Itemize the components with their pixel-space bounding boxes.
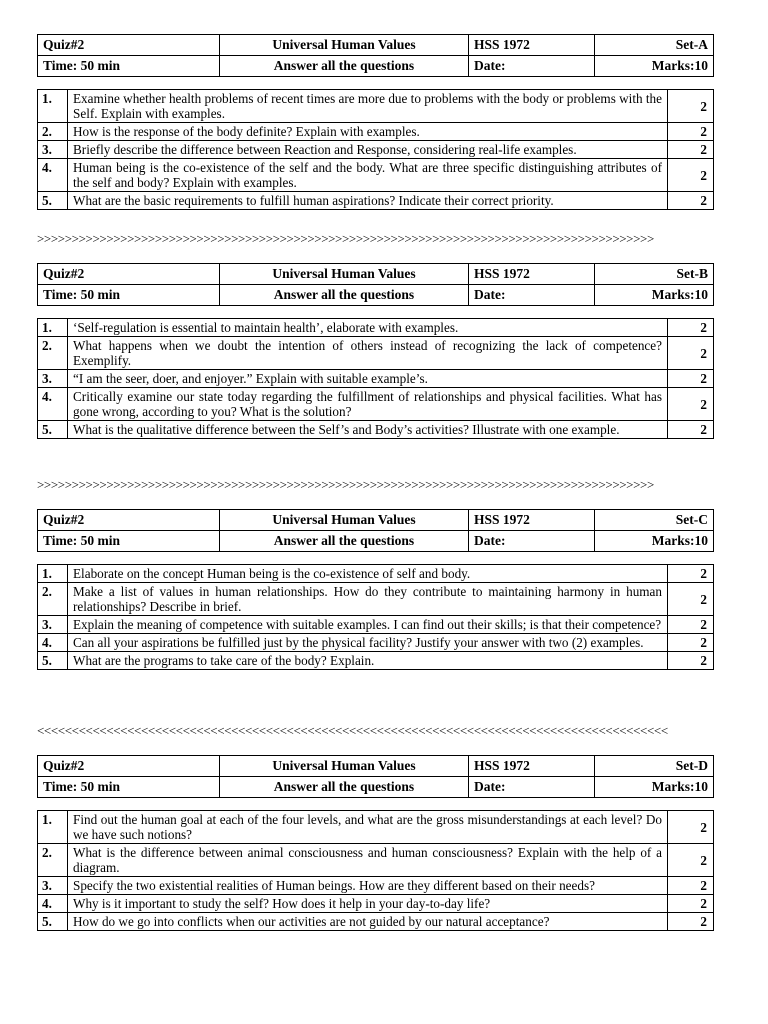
- question-marks: 2: [668, 844, 714, 877]
- question-marks: 2: [668, 319, 714, 337]
- quiz-header-table: [37, 509, 714, 552]
- time-limit: Time: 50 min: [38, 56, 220, 77]
- question-text: ‘Self-regulation is essential to maintain health’, elaborate with examples.: [68, 319, 668, 337]
- question-text: How do we go into conflicts when our activities are not guided by our natural acceptance?: [68, 913, 668, 931]
- date-field: Date:: [469, 56, 595, 77]
- question-row: [38, 123, 714, 141]
- question-text: Make a list of values in human relationships. How do they contribute to maintaining harmony in human relationships? Describe in brief.: [68, 583, 668, 616]
- question-text: Why is it important to study the self? How does it help in your day-to-day life?: [68, 895, 668, 913]
- question-row: [38, 370, 714, 388]
- question-number: 1.: [38, 319, 68, 337]
- question-text: Explain the meaning of competence with suitable examples. I can find out their skills; is that their competence?: [68, 616, 668, 634]
- total-marks: Marks:10: [595, 531, 714, 552]
- question-marks: 2: [668, 141, 714, 159]
- question-row: [38, 583, 714, 616]
- question-number: 4.: [38, 634, 68, 652]
- instruction: Answer all the questions: [220, 56, 469, 77]
- quiz-header-table: [37, 263, 714, 306]
- question-number: 5.: [38, 192, 68, 210]
- question-table: [37, 89, 714, 210]
- question-text: Briefly describe the difference between Reaction and Response, considering real-life examples.: [68, 141, 668, 159]
- section-separator: <<<<<<<<<<<<<<<<<<<<<<<<<<<<<<<<<<<<<<<<<<<<<<<<<<<<<<<<<<<<<<<<<<<<<<<<<<<<<<<<<<<<<<<<<<<: [37, 724, 668, 738]
- time-limit: Time: 50 min: [38, 285, 220, 306]
- question-text: What are the programs to take care of the body? Explain.: [68, 652, 668, 670]
- course-title: Universal Human Values: [220, 756, 469, 777]
- question-table: [37, 564, 714, 670]
- set-label: Set-D: [595, 756, 714, 777]
- question-number: 1.: [38, 811, 68, 844]
- course-code: HSS 1972: [469, 35, 595, 56]
- question-marks: 2: [668, 388, 714, 421]
- question-number: 5.: [38, 913, 68, 931]
- question-row: [38, 192, 714, 210]
- question-row: [38, 159, 714, 192]
- course-title: Universal Human Values: [220, 510, 469, 531]
- question-text: Critically examine our state today regarding the fulfillment of relationships and physical facilities. What has gone wrong, according to you? What is the solution?: [68, 388, 668, 421]
- question-row: [38, 634, 714, 652]
- question-text: What is the difference between animal consciousness and human consciousness? Explain with the help of a diagram.: [68, 844, 668, 877]
- total-marks: Marks:10: [595, 285, 714, 306]
- question-marks: 2: [668, 370, 714, 388]
- question-text: Specify the two existential realities of Human beings. How are they different based on their needs?: [68, 877, 668, 895]
- question-marks: 2: [668, 913, 714, 931]
- question-row: [38, 337, 714, 370]
- quiz-number: Quiz#2: [38, 35, 220, 56]
- question-text: Human being is the co-existence of the self and the body. What are three specific distinguishing attributes of the self and body? Explain with examples.: [68, 159, 668, 192]
- question-table: [37, 318, 714, 439]
- question-number: 1.: [38, 90, 68, 123]
- quiz-header-table: [37, 34, 714, 77]
- question-number: 1.: [38, 565, 68, 583]
- question-marks: 2: [668, 583, 714, 616]
- question-number: 4.: [38, 895, 68, 913]
- instruction: Answer all the questions: [220, 285, 469, 306]
- question-marks: 2: [668, 634, 714, 652]
- section-separator: >>>>>>>>>>>>>>>>>>>>>>>>>>>>>>>>>>>>>>>>>>>>>>>>>>>>>>>>>>>>>>>>>>>>>>>>>>>>>>>>>>>>>>>>>: [37, 478, 654, 492]
- course-title: Universal Human Values: [220, 35, 469, 56]
- question-row: [38, 844, 714, 877]
- total-marks: Marks:10: [595, 777, 714, 798]
- question-number: 3.: [38, 877, 68, 895]
- quiz-header-table: [37, 755, 714, 798]
- question-row: [38, 388, 714, 421]
- question-number: 4.: [38, 388, 68, 421]
- question-row: [38, 895, 714, 913]
- question-number: 5.: [38, 652, 68, 670]
- date-field: Date:: [469, 777, 595, 798]
- question-row: [38, 616, 714, 634]
- total-marks: Marks:10: [595, 56, 714, 77]
- question-number: 3.: [38, 370, 68, 388]
- question-text: What are the basic requirements to fulfill human aspirations? Indicate their correct priority.: [68, 192, 668, 210]
- course-title: Universal Human Values: [220, 264, 469, 285]
- set-label: Set-C: [595, 510, 714, 531]
- question-number: 5.: [38, 421, 68, 439]
- question-marks: 2: [668, 652, 714, 670]
- question-row: [38, 565, 714, 583]
- time-limit: Time: 50 min: [38, 777, 220, 798]
- question-row: [38, 652, 714, 670]
- question-text: How is the response of the body definite? Explain with examples.: [68, 123, 668, 141]
- question-marks: 2: [668, 616, 714, 634]
- question-number: 3.: [38, 616, 68, 634]
- time-limit: Time: 50 min: [38, 531, 220, 552]
- set-label: Set-A: [595, 35, 714, 56]
- question-marks: 2: [668, 159, 714, 192]
- question-row: [38, 913, 714, 931]
- quiz-set-c: [37, 509, 713, 670]
- quiz-number: Quiz#2: [38, 510, 220, 531]
- quiz-number: Quiz#2: [38, 756, 220, 777]
- question-text: “I am the seer, doer, and enjoyer.” Explain with suitable example’s.: [68, 370, 668, 388]
- question-text: Find out the human goal at each of the four levels, and what are the gross misunderstandings at each level? Do we have such notions?: [68, 811, 668, 844]
- quiz-set-b: [37, 263, 713, 439]
- date-field: Date:: [469, 531, 595, 552]
- question-text: Elaborate on the concept Human being is the co-existence of self and body.: [68, 565, 668, 583]
- question-number: 2.: [38, 844, 68, 877]
- course-code: HSS 1972: [469, 264, 595, 285]
- quiz-number: Quiz#2: [38, 264, 220, 285]
- question-marks: 2: [668, 877, 714, 895]
- question-row: [38, 811, 714, 844]
- question-row: [38, 877, 714, 895]
- question-number: 2.: [38, 583, 68, 616]
- question-row: [38, 319, 714, 337]
- question-text: Examine whether health problems of recent times are more due to problems with the body or problems with the Self. Explain with examples.: [68, 90, 668, 123]
- course-code: HSS 1972: [469, 510, 595, 531]
- question-text: Can all your aspirations be fulfilled just by the physical facility? Justify your answer with two (2) examples.: [68, 634, 668, 652]
- question-row: [38, 421, 714, 439]
- question-number: 4.: [38, 159, 68, 192]
- question-text: What is the qualitative difference between the Self’s and Body’s activities? Illustrate with one example.: [68, 421, 668, 439]
- question-marks: 2: [668, 123, 714, 141]
- question-marks: 2: [668, 811, 714, 844]
- question-marks: 2: [668, 895, 714, 913]
- quiz-set-d: [37, 755, 713, 931]
- course-code: HSS 1972: [469, 756, 595, 777]
- question-number: 3.: [38, 141, 68, 159]
- question-marks: 2: [668, 421, 714, 439]
- quiz-set-a: [37, 34, 713, 210]
- set-label: Set-B: [595, 264, 714, 285]
- instruction: Answer all the questions: [220, 777, 469, 798]
- question-marks: 2: [668, 565, 714, 583]
- question-table: [37, 810, 714, 931]
- question-number: 2.: [38, 123, 68, 141]
- question-row: [38, 90, 714, 123]
- question-text: What happens when we doubt the intention of others instead of recognizing the lack of competence? Exemplify.: [68, 337, 668, 370]
- question-number: 2.: [38, 337, 68, 370]
- instruction: Answer all the questions: [220, 531, 469, 552]
- section-separator: >>>>>>>>>>>>>>>>>>>>>>>>>>>>>>>>>>>>>>>>>>>>>>>>>>>>>>>>>>>>>>>>>>>>>>>>>>>>>>>>>>>>>>>>>: [37, 232, 654, 246]
- question-marks: 2: [668, 192, 714, 210]
- question-marks: 2: [668, 337, 714, 370]
- question-row: [38, 141, 714, 159]
- date-field: Date:: [469, 285, 595, 306]
- question-marks: 2: [668, 90, 714, 123]
